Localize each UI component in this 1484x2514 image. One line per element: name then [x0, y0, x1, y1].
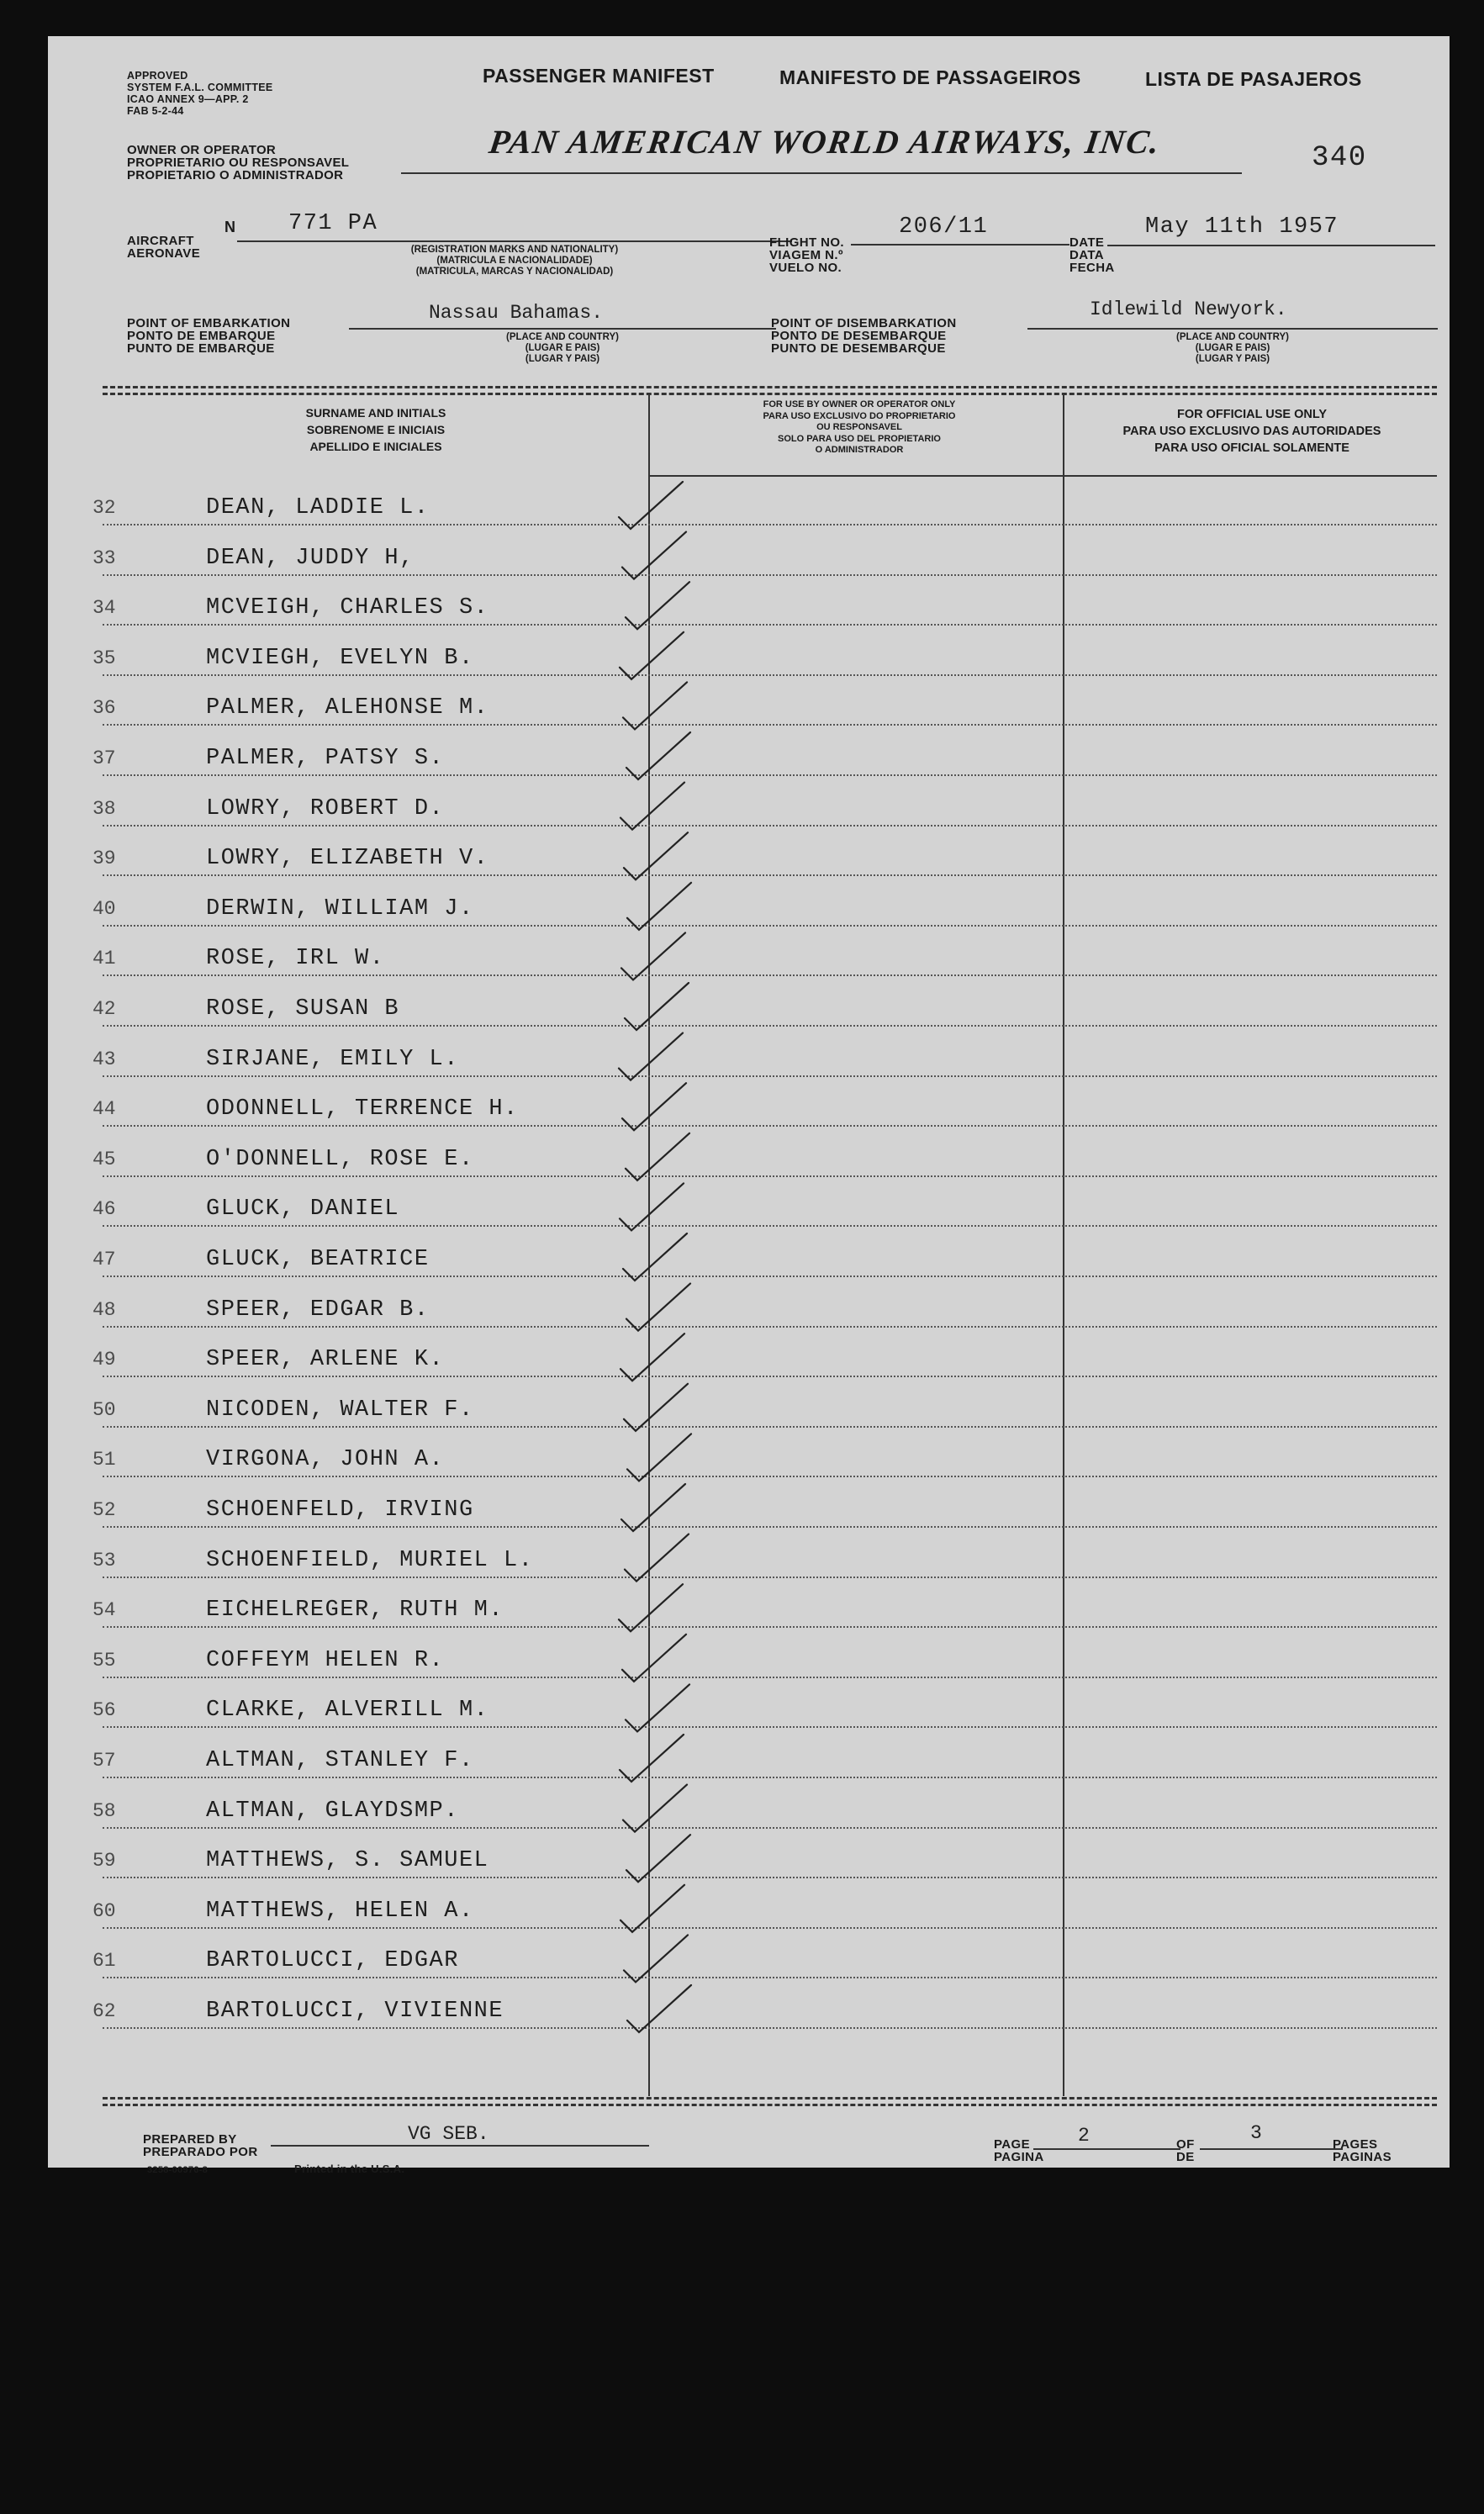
row-number: 32: [92, 497, 116, 519]
row-number: 52: [92, 1499, 116, 1521]
official-header-line: FOR OFFICIAL USE ONLY: [1176, 408, 1328, 421]
disembarkation-sublabel-line: (LUGAR E PAIS): [1195, 343, 1270, 353]
official-header-line: PARA USO OFICIAL SOLAMENTE: [1154, 441, 1349, 455]
names-header-line: SOBRENOME E INICIAIS: [306, 423, 446, 436]
checkmark: [623, 1785, 687, 1832]
checkmark: [624, 1384, 688, 1431]
of-label-line: DE: [1176, 2150, 1195, 2164]
row-number: 48: [92, 1298, 116, 1321]
checkmark: [620, 1735, 684, 1782]
prepared-by-line: [271, 2145, 649, 2147]
embarkation-label-line: PUNTO DE EMBARQUE: [127, 341, 275, 356]
row-number: 55: [92, 1649, 116, 1672]
row-number: 51: [92, 1449, 116, 1471]
passenger-name: PALMER, PATSY S.: [206, 746, 445, 771]
operator-header-line: FOR USE BY OWNER OR OPERATOR ONLY: [763, 399, 956, 409]
page-value: 2: [1078, 2125, 1090, 2147]
passenger-name: SCHOENFIELD, MURIEL L.: [206, 1547, 534, 1573]
checkmark: [622, 1635, 686, 1682]
checkmark: [624, 1935, 688, 1982]
aircraft-prefix: N: [224, 219, 236, 235]
of-label: [1176, 2138, 1195, 2163]
checkmark: [626, 582, 689, 629]
row-number: 36: [92, 697, 116, 720]
checkmark: [621, 1885, 684, 1932]
checkmark: [625, 1534, 689, 1582]
aircraft-label-line: AIRCRAFT: [127, 234, 194, 248]
passenger-name: DERWIN, WILLIAM J.: [206, 895, 474, 922]
row-number: 40: [92, 897, 116, 920]
checkmark: [620, 1183, 684, 1230]
row-number: 57: [92, 1750, 116, 1772]
date-label-line: DATE: [1069, 235, 1105, 250]
prepared-by-value: VG SEB.: [408, 2123, 489, 2145]
passenger-name: DEAN, JUDDY H,: [206, 545, 415, 571]
checkmark: [626, 1284, 690, 1331]
company-name: PAN AMERICAN WORLD AIRWAYS, INC.: [486, 123, 1164, 161]
passenger-name: SIRJANE, EMILY L.: [206, 1046, 459, 1072]
page-field-line: [1033, 2148, 1180, 2150]
page-label: [994, 2138, 1044, 2163]
row-number: 44: [92, 1098, 116, 1121]
date-label-line: FECHA: [1069, 261, 1115, 275]
operator-header-line: OU RESPONSAVEL: [816, 422, 902, 432]
official-header-line: PARA USO EXCLUSIVO DAS AUTORIDADES: [1122, 425, 1381, 438]
checkmark: [619, 1584, 683, 1631]
sheet-number: 340: [1312, 142, 1367, 174]
passenger-name: LOWRY, ELIZABETH V.: [206, 846, 489, 872]
checkmark: [626, 1835, 690, 1882]
approval-line: SYSTEM F.A.L. COMMITTEE: [127, 82, 273, 93]
checkmark: [621, 1334, 684, 1381]
passenger-name: O'DONNELL, ROSE E.: [206, 1146, 474, 1172]
row-number: 54: [92, 1599, 116, 1622]
flight-date: May 11th 1957: [1145, 214, 1339, 240]
checkmark: [625, 983, 689, 1030]
manifest-sheet: [48, 36, 1450, 2175]
title-spanish: LISTA DE PASAJEROS: [1145, 68, 1362, 90]
title-english: PASSENGER MANIFEST: [483, 65, 715, 87]
embarkation-sublabel-line: (LUGAR Y PAIS): [525, 354, 600, 364]
disembarkation-label-line: PUNTO DE DESEMBARQUE: [771, 341, 946, 356]
disembarkation-sublabel-line: (LUGAR Y PAIS): [1195, 354, 1270, 364]
footer-dashed-rule: [103, 2097, 1437, 2099]
passenger-name: PALMER, ALEHONSE M.: [206, 695, 489, 721]
pages-label-line: PAGINAS: [1333, 2150, 1392, 2164]
flight-number: 206/11: [899, 214, 989, 240]
checkmark: [624, 832, 688, 879]
checkmark: [627, 883, 691, 930]
printed-in-usa: Printed in the U.S.A.: [294, 2163, 405, 2175]
row-number: 43: [92, 1048, 116, 1070]
aircraft-label-line: AERONAVE: [127, 246, 201, 261]
row-number: 41: [92, 948, 116, 970]
flight-label-line: FLIGHT NO.: [769, 235, 844, 250]
passenger-name: ROSE, SUSAN B: [206, 996, 400, 1022]
row-number: 37: [92, 747, 116, 769]
embarkation-place: Nassau Bahamas.: [429, 302, 604, 324]
row-number: 62: [92, 2000, 116, 2022]
passenger-name: LOWRY, ROBERT D.: [206, 795, 445, 821]
passenger-name: DEAN, LADDIE L.: [206, 495, 430, 520]
row-number: 53: [92, 1549, 116, 1571]
aircraft-registration: 771 PA: [288, 211, 378, 236]
row-number: 60: [92, 1899, 116, 1922]
checkmark: [621, 932, 685, 980]
title-portuguese: MANIFESTO DE PASSAGEIROS: [779, 66, 1081, 88]
of-label-line: OF: [1176, 2137, 1195, 2152]
row-number: 39: [92, 848, 116, 870]
page-label-line: PAGE: [994, 2137, 1030, 2152]
checkmark: [622, 532, 686, 579]
row-number: 42: [92, 998, 116, 1020]
passenger-name: GLUCK, DANIEL: [206, 1196, 400, 1223]
embarkation-sublabel-line: (PLACE AND COUNTRY): [506, 332, 619, 342]
checkmark: [627, 1434, 691, 1481]
owner-label-line: OWNER OR OPERATOR: [127, 143, 277, 157]
owner-label-line: PROPIETARIO O ADMINISTRADOR: [127, 168, 344, 182]
passenger-name: ALTMAN, GLAYDSMP.: [206, 1798, 459, 1824]
row-number: 33: [92, 547, 116, 569]
approval-line: APPROVED: [127, 70, 188, 82]
approval-line: FAB 5-2-44: [127, 105, 184, 117]
aircraft-sublabel-line: (MATRICULA E NACIONALIDADE): [436, 256, 593, 266]
owner-label-line: PROPRIETARIO OU RESPONSAVEL: [127, 156, 350, 170]
row-number: 50: [92, 1398, 116, 1421]
footer-dashed-rule: [103, 2104, 1437, 2106]
row-number: 58: [92, 1799, 116, 1822]
row-number: 35: [92, 647, 116, 669]
checkmark: [626, 1133, 689, 1180]
checkmark: [627, 1985, 691, 2032]
passenger-name: COFFEYM HELEN R.: [206, 1647, 445, 1673]
prepared-label-line: PREPARADO POR: [143, 2145, 258, 2159]
disembarkation-place: Idlewild Newyork.: [1090, 298, 1287, 320]
row-number: 59: [92, 1850, 116, 1872]
passenger-name: SPEER, EDGAR B.: [206, 1297, 430, 1323]
row-number: 61: [92, 1950, 116, 1973]
checkmark: [619, 1033, 683, 1080]
operator-header-line: PARA USO EXCLUSIVO DO PROPRIETARIO: [763, 410, 956, 421]
passenger-name: SCHOENFELD, IRVING: [206, 1497, 474, 1523]
row-number: 47: [92, 1249, 116, 1270]
row-number: 34: [92, 597, 116, 620]
passenger-name: MATTHEWS, S. SAMUEL: [206, 1848, 489, 1874]
embarkation-label-line: POINT OF EMBARKATION: [127, 316, 291, 330]
form-number: 3258-00976-8: [147, 2165, 209, 2175]
checkmark: [619, 482, 683, 529]
passenger-name: MATTHEWS, HELEN A.: [206, 1898, 474, 1924]
passenger-name: ALTMAN, STANLEY F.: [206, 1748, 474, 1773]
passenger-name: EICHELREGER, RUTH M.: [206, 1598, 504, 1624]
checkmark: [623, 682, 687, 729]
passenger-name: ODONNELL, TERRENCE H.: [206, 1096, 519, 1122]
row-number: 46: [92, 1198, 116, 1221]
checkmark: [620, 632, 684, 679]
passenger-name: MCVIEGH, EVELYN B.: [206, 645, 474, 671]
passenger-name: BARTOLUCCI, EDGAR: [206, 1948, 459, 1974]
disembarkation-sublabel-line: (PLACE AND COUNTRY): [1176, 332, 1289, 342]
passenger-name: BARTOLUCCI, VIVIENNE: [206, 1999, 504, 2024]
checkmark: [621, 1484, 685, 1531]
aircraft-sublabel-line: (REGISTRATION MARKS AND NATIONALITY): [410, 245, 619, 255]
row-number: 56: [92, 1699, 116, 1722]
disembarkation-label-line: POINT OF DISEMBARKATION: [771, 316, 957, 330]
date-label-line: DATA: [1069, 248, 1105, 262]
of-value: 3: [1250, 2122, 1262, 2144]
checkmark: [623, 1233, 687, 1281]
passenger-name: CLARKE, ALVERILL M.: [206, 1698, 489, 1724]
pages-label: [1333, 2138, 1392, 2163]
pages-label-line: PAGES: [1333, 2137, 1378, 2152]
checkmark: [626, 732, 690, 779]
checkmark: [621, 783, 684, 830]
aircraft-sublabel-line: (MATRICULA, MARCAS Y NACIONALIDAD): [415, 267, 614, 277]
operator-header-line: O ADMINISTRADOR: [815, 445, 904, 455]
checkmarks-layer: [48, 36, 1450, 2168]
names-header-line: APELLIDO E INICIALES: [309, 440, 442, 453]
flight-label-line: VIAGEM N.º: [769, 248, 843, 262]
passenger-name: VIRGONA, JOHN A.: [206, 1447, 445, 1473]
embarkation-label-line: PONTO DE EMBARQUE: [127, 329, 276, 343]
passenger-name: MCVEIGH, CHARLES S.: [206, 595, 489, 621]
approval-line: ICAO ANNEX 9—APP. 2: [127, 93, 249, 105]
passenger-name: ROSE, IRL W.: [206, 946, 385, 972]
checkmark: [622, 1083, 686, 1130]
embarkation-sublabel-line: (LUGAR E PAIS): [525, 343, 600, 353]
flight-label-line: VUELO NO.: [769, 261, 842, 275]
passenger-name: NICODEN, WALTER F.: [206, 1397, 474, 1423]
operator-header-line: SOLO PARA USO DEL PROPIETARIO: [778, 433, 941, 444]
row-number: 45: [92, 1148, 116, 1170]
prepared-label-line: PREPARED BY: [143, 2132, 237, 2147]
of-field-line: [1200, 2148, 1343, 2150]
row-number: 49: [92, 1349, 116, 1371]
row-number: 38: [92, 797, 116, 820]
passenger-name: GLUCK, BEATRICE: [206, 1247, 430, 1272]
prepared-by-label: [143, 2133, 258, 2158]
checkmark: [626, 1684, 689, 1731]
names-header-line: SURNAME AND INITIALS: [305, 406, 446, 420]
passenger-name: SPEER, ARLENE K.: [206, 1347, 445, 1373]
disembarkation-label-line: PONTO DE DESEMBARQUE: [771, 329, 947, 343]
page-label-line: PAGINA: [994, 2150, 1044, 2164]
